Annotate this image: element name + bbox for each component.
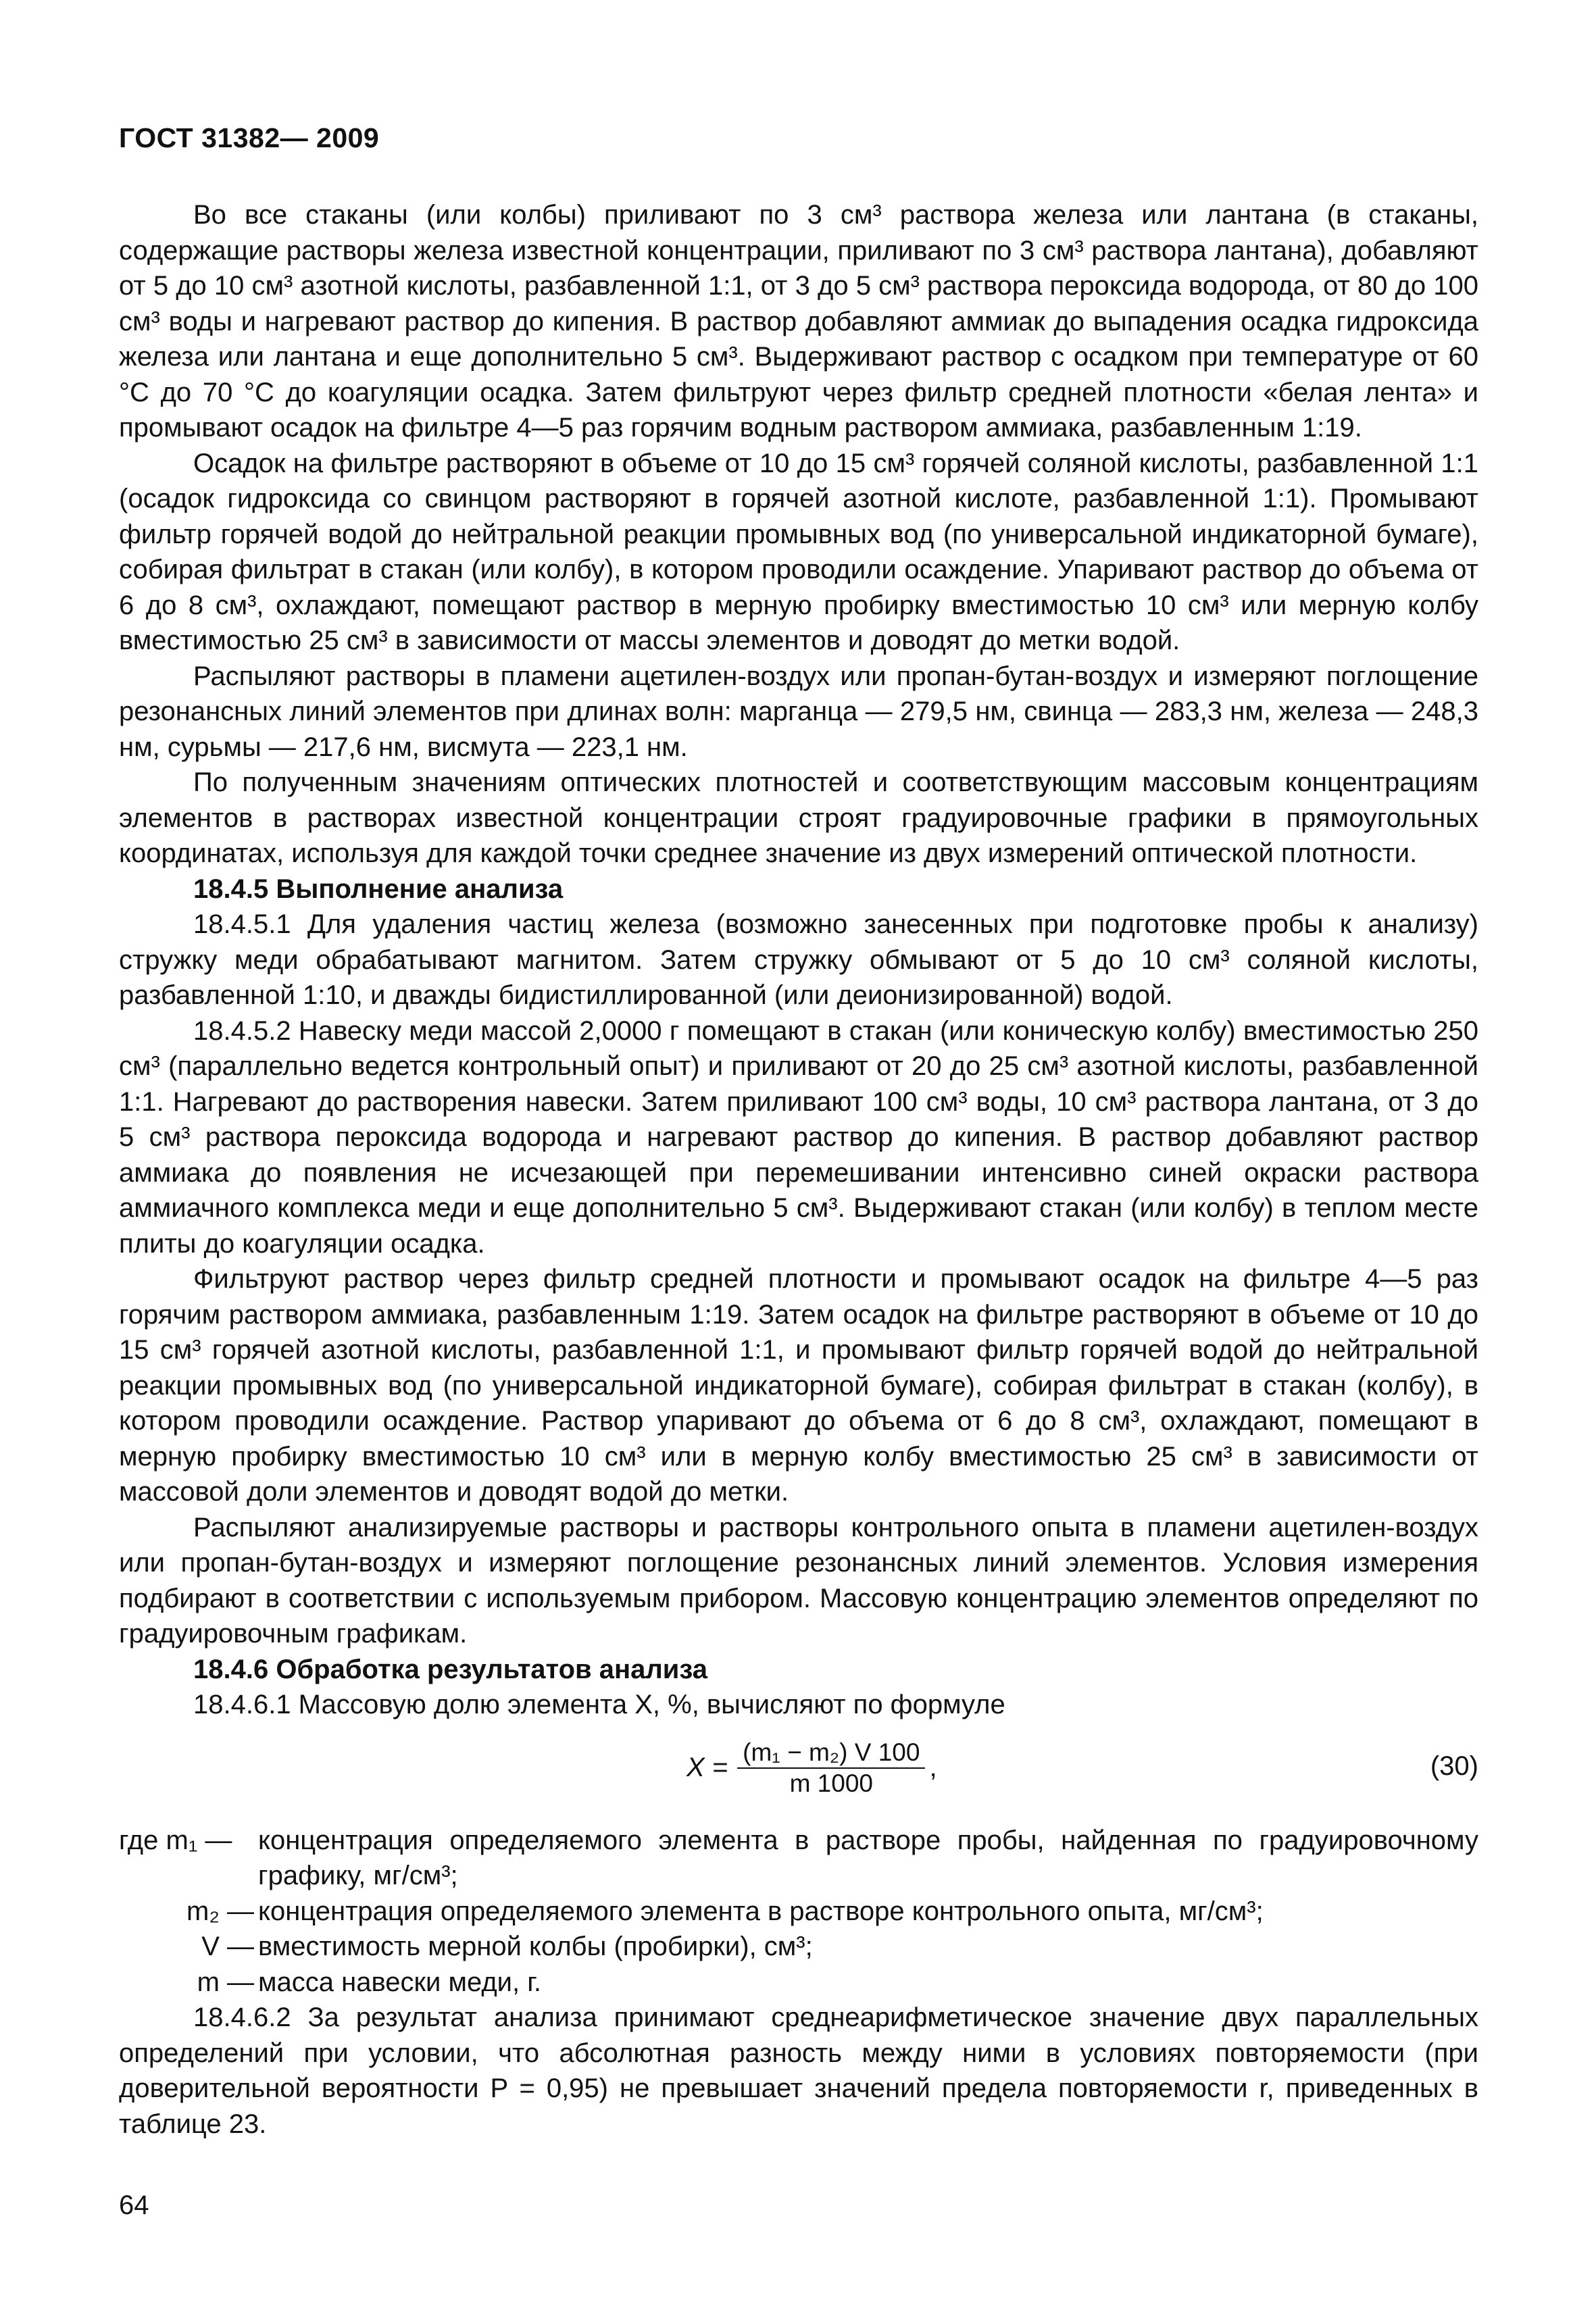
legend-symbol: m —	[197, 1967, 254, 1997]
paragraph: 18.4.5.2 Навеску меди массой 2,0000 г помещают в стакан (или коническую колбу) вместимостью 250 см³ (параллельно ведется контрольный опыт) и приливают от 20 до 25 см³ азотной кислоты, разбавленной 1:1. Нагревают до растворения навески. Затем приливают 100 см³ воды, 10 см³ раствора лантана, от 3 до 5 см³ раствора пероксида водорода и нагревают раствор до кипения. В раствор добавляют раствор аммиака до появления не исчезающей при перемешивании интенсивно синей окраски раствора аммиачного комплекса меди и еще дополнительно 5 см³. Выдерживают стакан (или колбу) в теплом месте плиты до коагуляции осадка.	[119, 1015, 1478, 1259]
section-heading-18-4-6: 18.4.6 Обработка результатов анализа	[193, 1654, 707, 1684]
legend-row-m	[119, 1965, 1478, 2001]
paragraph: Распыляют анализируемые растворы и растворы контрольного опыта в пламени ацетилен-воздух или пропан-бутан-воздух и измеряют поглощение резонансных линий элементов. Условия измерения подбирают в соответствии с используемым прибором. Массовую концентрацию элементов определяют по градуировочным графикам.	[119, 1512, 1478, 1649]
body-text	[119, 197, 1478, 2142]
paragraph: Во все стаканы (или колбы) приливают по 3 см³ раствора железа или лантана (в стаканы, содержащие растворы железа известной концентрации, приливают по 3 см³ раствора лантана), добавляют от 5 до 10 см³ азотной кислоты, разбавленной 1:1, от 3 до 5 см³ раствора пероксида водорода, от 80 до 100 см³ воды и нагревают раствор до кипения. В раствор добавляют аммиак до выпадения осадка гидроксида железа или лантана и еще дополнительно 5 см³. Выдерживают раствор с осадком при температуре от 60 °С до 70 °С до коагуляции осадка. Затем фильтруют через фильтр средней плотности «белая лента» и промывают осадок на фильтре 4—5 раз горячим водным раствором аммиака, разбавленным 1:19.	[119, 200, 1478, 443]
formula-expression	[687, 1738, 937, 1799]
legend-text: масса навески меди, г.	[258, 1967, 542, 1997]
formula-numerator: (m₁ − m₂) V 100	[737, 1738, 925, 1769]
page-number: 64	[119, 2190, 149, 2220]
legend-symbol: V —	[201, 1932, 254, 1961]
variable-legend	[119, 1823, 1478, 2001]
formula-30	[119, 1728, 1478, 1816]
paragraph: 18.4.6.2 За результат анализа принимают среднеарифметическое значение двух параллельных определений при условии, что абсолютная разность между ними в условиях повторяемости (при доверительной вероятности P = 0,95) не превышает значений предела повторяемости r, приведенных в таблице 23.	[119, 2003, 1478, 2139]
legend-row-m1	[119, 1823, 1478, 1894]
section-heading-18-4-5: 18.4.5 Выполнение анализа	[193, 874, 564, 904]
legend-text: концентрация определяемого элемента в растворе контрольного опыта, мг/см³;	[258, 1896, 1264, 1926]
paragraph: 18.4.6.1 Массовую долю элемента X, %, вычисляют по формуле	[193, 1690, 1005, 1719]
paragraph: 18.4.5.1 Для удаления частиц железа (возможно занесенных при подготовке пробы к анализу) стружку меди обрабатывают магнитом. Затем стружку обмывают от 5 до 10 см³ соляной кислоты, разбавленной 1:10, и дважды бидистиллированной (или деионизированной) водой.	[119, 909, 1478, 1010]
formula-lhs: X =	[687, 1753, 728, 1783]
equation-number: (30)	[1430, 1751, 1478, 1781]
standard-header: ГОСТ 31382— 2009	[119, 122, 380, 153]
paragraph: Распыляют растворы в пламени ацетилен-воздух или пропан-бутан-воздух и измеряют поглощение резонансных линий элементов при длинах волн: марганца — 279,5 нм, свинца — 283,3 нм, железа — 248,3 нм, сурьмы — 217,6 нм, висмута — 223,1 нм.	[119, 661, 1478, 762]
paragraph: Осадок на фильтре растворяют в объеме от 10 до 15 см³ горячей соляной кислоты, разбавленной 1:1 (осадок гидроксида со свинцом растворяют в горячей азотной кислоте, разбавленной 1:1). Промывают фильтр горячей водой до нейтральной реакции промывных вод (по универсальной индикаторной бумаге), собирая фильтрат в стакан (или колбу), в котором проводили осаждение. Упаривают раствор до объема от 6 до 8 см³, охлаждают, помещают раствор в мерную пробирку вместимостью 10 см³ или мерную колбу вместимостью 25 см³ в зависимости от массы элементов и доводят до метки водой.	[119, 448, 1478, 655]
formula-fraction	[737, 1738, 925, 1799]
legend-text: концентрация определяемого элемента в растворе пробы, найденная по градуировочному графику, мг/см³;	[258, 1825, 1478, 1890]
legend-symbol: где m₁ —	[119, 1825, 232, 1855]
legend-text: вместимость мерной колбы (пробирки), см³;	[258, 1932, 813, 1961]
legend-symbol: m₂ —	[186, 1896, 254, 1926]
formula-denominator: m 1000	[789, 1769, 873, 1797]
formula-comma: ,	[929, 1753, 937, 1783]
legend-row-m2	[119, 1894, 1478, 1930]
paragraph: Фильтруют раствор через фильтр средней плотности и промывают осадок на фильтре 4—5 раз горячим раствором аммиака, разбавленным 1:19. Затем осадок на фильтре растворяют в объеме от 10 до 15 см³ горячей азотной кислоты, разбавленной 1:1, и промывают фильтр горячей водой до нейтральной реакции промывных вод (по универсальной индикаторной бумаге), собирая фильтрат в стакан (колбу), в котором проводили осаждение. Раствор упаривают до объема от 6 до 8 см³, охлаждают, помещают в мерную пробирку вместимостью 10 см³ или в мерную колбу вместимостью 25 см³ в зависимости от массовой доли элементов и доводят водой до метки.	[119, 1264, 1478, 1507]
legend-row-v	[119, 1929, 1478, 1965]
paragraph: По полученным значениям оптических плотностей и соответствующим массовым концентрациям элементов в растворах известной концентрации строят градуировочные графики в прямоугольных координатах, используя для каждой точки среднее значение из двух измерений оптической плотности.	[119, 768, 1478, 868]
